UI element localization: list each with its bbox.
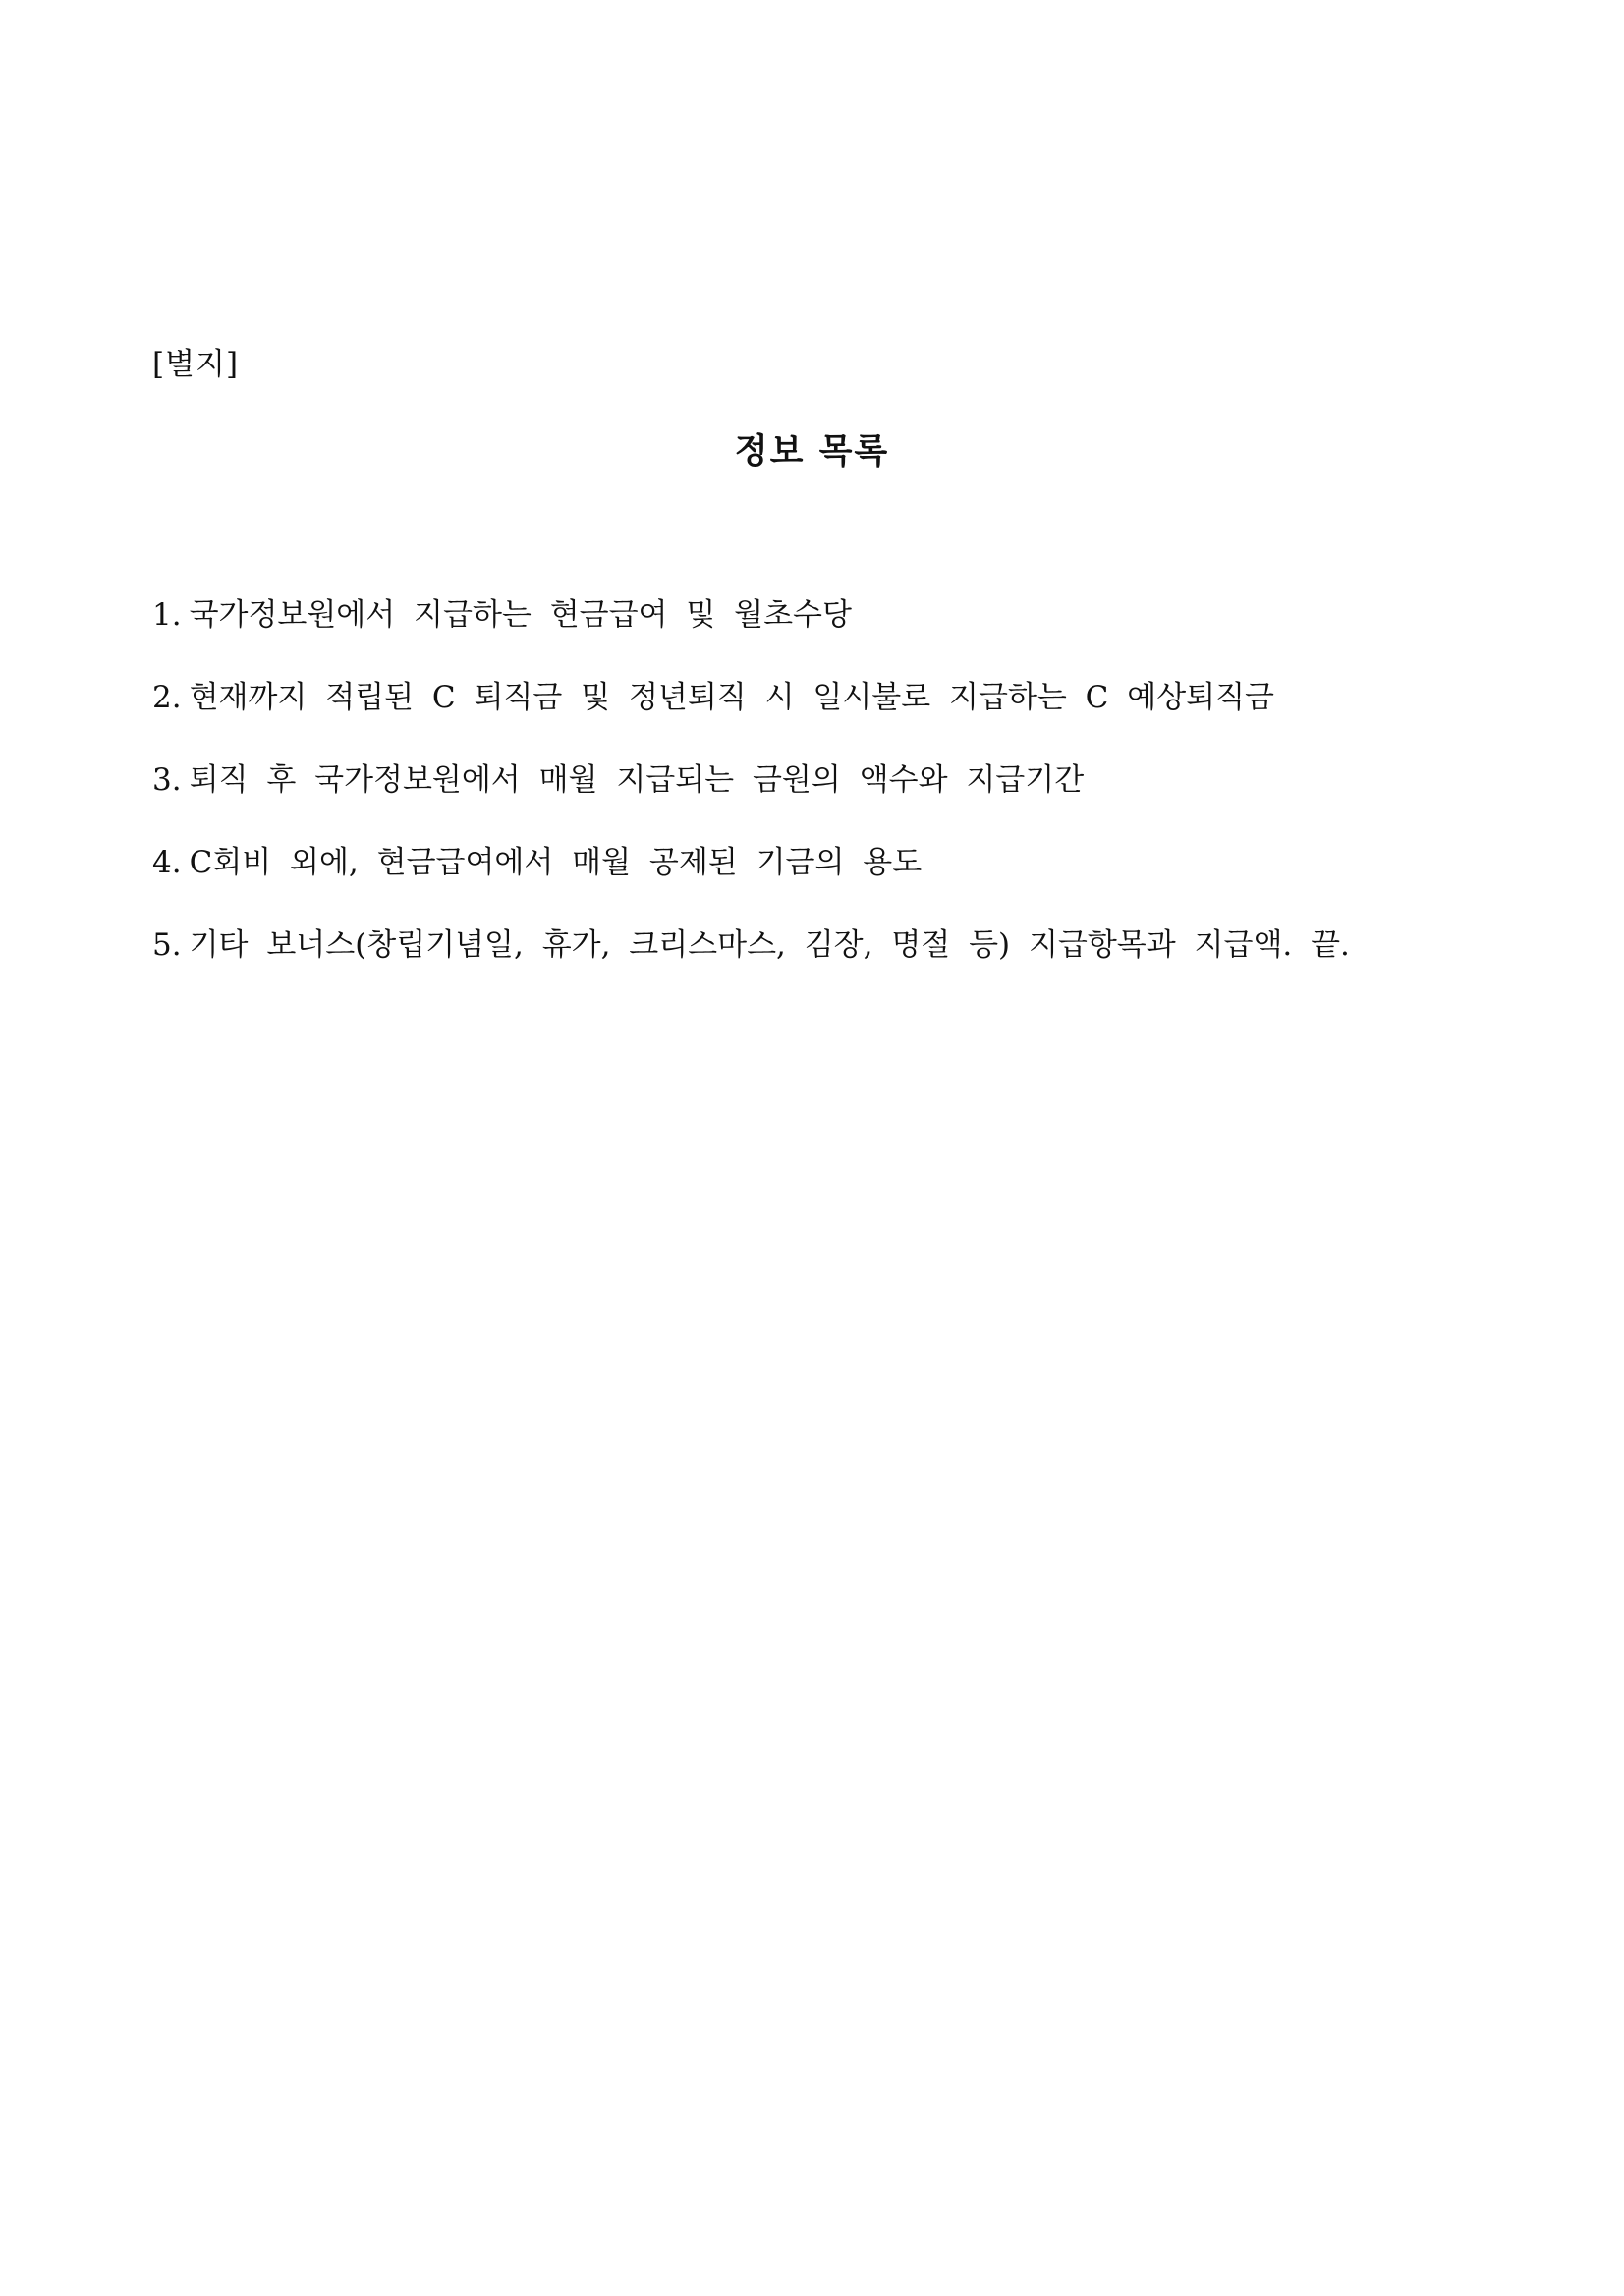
item-text: C회비 외에, 현금급여에서 매월 공제된 기금의 용도 [189, 845, 923, 880]
item-text: 퇴직 후 국가정보원에서 매월 지급되는 금원의 액수와 지급기간 [189, 762, 1085, 798]
list-item [152, 678, 1528, 718]
item-number: 1. [152, 597, 182, 633]
list-item [152, 595, 1528, 636]
annex-label: [별지] [152, 347, 240, 382]
item-text: 현재까지 적립된 C 퇴직금 및 정년퇴직 시 일시불로 지급하는 C 예상퇴직금 [189, 680, 1274, 715]
information-list [152, 595, 1528, 1008]
item-number: 2. [152, 680, 182, 715]
item-number: 4. [152, 845, 182, 880]
item-text: 국가정보원에서 지급하는 현금급여 및 월초수당 [189, 597, 852, 633]
item-number: 5. [152, 927, 182, 963]
item-number: 3. [152, 762, 182, 798]
document-title: 정보 목록 [734, 432, 890, 472]
item-text: 기타 보너스(창립기념일, 휴가, 크리스마스, 김장, 명절 등) 지급항목과 지급액. 끝. [189, 927, 1350, 963]
list-item [152, 760, 1528, 801]
list-item [152, 843, 1528, 883]
list-item [152, 925, 1528, 966]
